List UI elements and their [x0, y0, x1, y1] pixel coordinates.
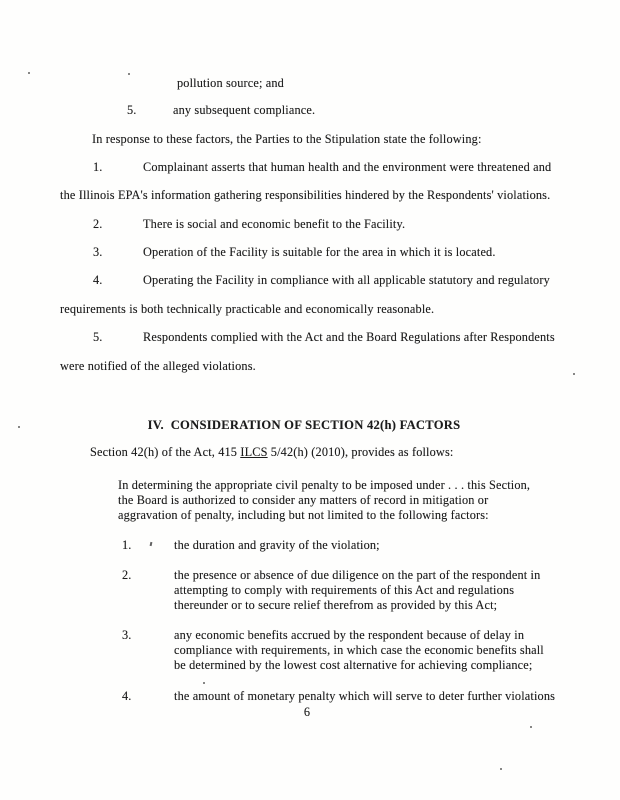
- finding-5-line-2: [60, 360, 256, 373]
- citation-pre-text: Section 42(h) of the Act, 415: [90, 445, 241, 459]
- factor-4-text: the amount of monetary penalty which will serve to deter further violations: [174, 689, 556, 703]
- factor-3-number: 3.: [122, 628, 132, 642]
- finding-2-number: 2.: [93, 217, 103, 231]
- quote-item-5: [127, 104, 315, 117]
- factor-3-text: any economic benefits accrued by the respondent because of delay in: [174, 628, 525, 642]
- factor-1-line-1: [122, 539, 380, 552]
- finding-4-text-cont: requirements is both technically practicable and economically reasonable.: [60, 302, 435, 316]
- quote-item-5-number: 5.: [127, 103, 137, 117]
- quote-block-line-3: aggravation of penalty, including but not limited to the following factors:: [118, 508, 489, 522]
- finding-3-number: 3.: [93, 245, 103, 259]
- finding-1-number: 1.: [93, 160, 103, 174]
- quote-block-line-2: the Board is authorized to consider any matters of record in mitigation or: [118, 493, 489, 507]
- finding-1-line-1: [93, 161, 551, 174]
- factor-3-line-2: compliance with requirements, in which case the economic benefits shall: [174, 643, 544, 657]
- finding-5-text-cont: were notified of the alleged violations.: [60, 359, 256, 373]
- finding-5-text: Respondents complied with the Act and the Board Regulations after Respondents: [143, 330, 555, 344]
- finding-2-text: There is social and economic benefit to the Facility.: [143, 217, 406, 231]
- scan-artifact-dot: [28, 72, 30, 74]
- scan-artifact-dot: [128, 73, 130, 75]
- factor-2-line-1: [122, 569, 540, 582]
- finding-1-line-2: [60, 189, 550, 202]
- factor-2-number: 2.: [122, 568, 132, 582]
- finding-4-number: 4.: [93, 273, 103, 287]
- scan-artifact-dot: [530, 726, 532, 728]
- factor-2-text: the presence or absence of due diligence on the part of the respondent in: [174, 568, 541, 582]
- factor-3-line-1: [122, 629, 524, 642]
- factor-1-text: the duration and gravity of the violation;: [174, 538, 380, 552]
- finding-3-line-1: [93, 246, 496, 259]
- scan-artifact-dot: [203, 682, 205, 684]
- scan-artifact-dot: [18, 426, 20, 428]
- finding-4-text: Operating the Facility in compliance with all applicable statutory and regulatory: [143, 273, 550, 287]
- intro-text: In response to these factors, the Parties to the Stipulation state the following:: [92, 132, 482, 146]
- finding-1-text-cont: the Illinois EPA's information gathering responsibilities hindered by the Respondents' violations.: [60, 188, 551, 202]
- finding-2-line-1: [93, 218, 405, 231]
- factor-4-number: 4.: [122, 689, 132, 703]
- factor-2-line-3: thereunder or to secure relief therefrom as provided by this Act;: [174, 598, 498, 612]
- intro-paragraph: [92, 133, 482, 146]
- finding-5-line-1: [93, 331, 555, 344]
- quote-item-5-text: any subsequent compliance.: [173, 103, 316, 117]
- quote-continuation-text: pollution source; and: [177, 76, 284, 90]
- section-heading: IV. CONSIDERATION OF SECTION 42(h) FACTORS: [147, 418, 461, 432]
- quote-block-line-1: In determining the appropriate civil penalty to be imposed under . . . this Section,: [118, 478, 531, 492]
- scan-artifact-dot: [573, 373, 575, 375]
- finding-4-line-2: [60, 303, 434, 316]
- finding-5-number: 5.: [93, 330, 103, 344]
- factor-4-line-1: [122, 690, 555, 703]
- factor-1-number: 1.: [122, 538, 132, 552]
- page-number: 6: [303, 705, 311, 719]
- scan-artifact-dot: [500, 768, 502, 770]
- finding-3-text: Operation of the Facility is suitable for the area in which it is located.: [143, 245, 496, 259]
- quote-continuation-line: [177, 77, 284, 90]
- citation-post-text: 5/42(h) (2010), provides as follows:: [267, 445, 454, 459]
- finding-4-line-1: [93, 274, 550, 287]
- factor-2-line-2: attempting to comply with requirements of this Act and regulations: [174, 583, 515, 597]
- citation-statute-abbrev: ILCS: [240, 445, 268, 459]
- statute-citation: [90, 446, 453, 459]
- factor-3-line-3: be determined by the lowest cost alternative for achieving compliance;: [174, 658, 533, 672]
- finding-1-text: Complainant asserts that human health and the environment were threatened and: [143, 160, 552, 174]
